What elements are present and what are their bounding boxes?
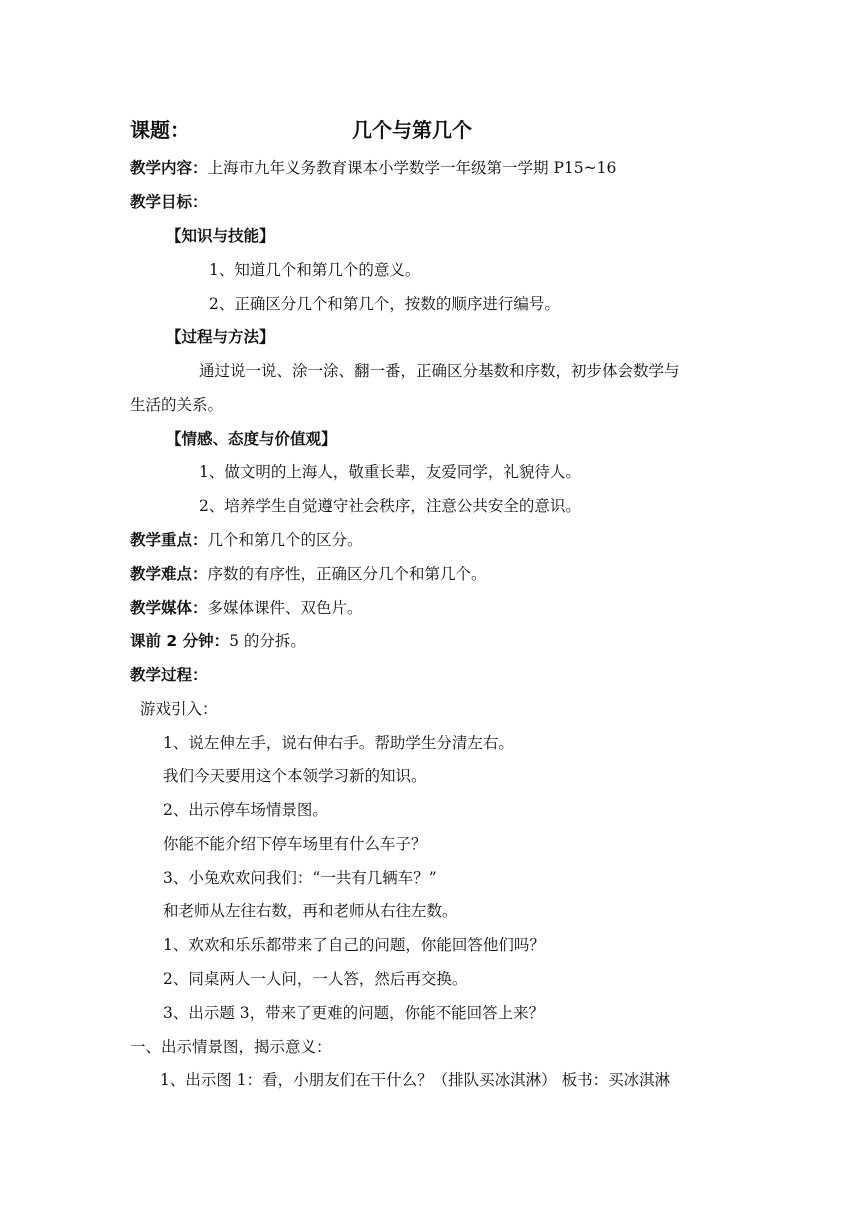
warmup-line <box>130 630 740 652</box>
warmup-label: 课前 2 分钟： <box>130 632 230 650</box>
media-line <box>130 597 740 619</box>
key-point-text: 几个和第几个的区分。 <box>207 531 363 549</box>
key-point-label: 教学重点： <box>130 531 208 549</box>
step-item: 2、同桌两人一人问，一人答，然后再交换。 <box>163 970 468 988</box>
difficulty-text: 序数的有序性，正确区分几个和第几个。 <box>207 565 487 583</box>
process-heading: 【过程与方法】 <box>166 328 275 346</box>
procedure-label: 教学过程： <box>130 666 208 684</box>
step-item: 1、欢欢和乐乐都带来了自己的问题，你能回答他们吗？ <box>163 936 545 954</box>
step-item: 3、出示题 3，带来了更难的问题，你能不能回答上来？ <box>163 1004 545 1022</box>
process-text-line2: 生活的关系。 <box>130 396 224 414</box>
process-text-line1: 通过说一说、涂一涂、翻一番，正确区分基数和序数，初步体会数学与 <box>199 362 680 380</box>
knowledge-item-1: 1、知道几个和第几个的意义。 <box>209 261 421 279</box>
title-label: 课题： <box>130 118 190 142</box>
knowledge-item-2: 2、正确区分几个和第几个，按数的顺序进行编号。 <box>209 295 560 313</box>
teaching-content-text: 上海市九年义务教育课本小学数学一年级第一学期 P15~16 <box>207 159 617 177</box>
teaching-goals-label: 教学目标： <box>130 193 208 211</box>
knowledge-heading: 【知识与技能】 <box>166 227 275 245</box>
emotion-item-1: 1、做文明的上海人，敬重长辈，友爱同学，礼貌待人。 <box>199 463 581 481</box>
step-item: 我们今天要用这个本领学习新的知识。 <box>163 767 427 785</box>
teaching-content-label: 教学内容： <box>130 159 208 177</box>
page-title: 几个与第几个 <box>352 118 472 142</box>
section-1-item: 1、出示图 1：看，小朋友们在干什么？（排队买冰淇淋） 板书：买冰淇淋 <box>160 1071 671 1089</box>
step-item: 2、出示停车场情景图。 <box>163 801 328 819</box>
difficulty-label: 教学难点： <box>130 565 208 583</box>
difficulty-line <box>130 563 740 585</box>
media-text: 多媒体课件、双色片。 <box>207 599 363 617</box>
game-intro: 游戏引入： <box>140 700 218 718</box>
teaching-content-line <box>130 157 740 179</box>
emotion-item-2: 2、培养学生自觉遵守社会秩序，注意公共安全的意识。 <box>199 497 581 515</box>
step-item: 你能不能介绍下停车场里有什么车子？ <box>163 835 427 853</box>
section-1-heading: 一、出示情景图，揭示意义： <box>130 1038 332 1056</box>
step-item: 3、小兔欢欢问我们：“一共有几辆车？” <box>163 869 437 887</box>
warmup-text: 5 的分拆。 <box>229 632 306 650</box>
media-label: 教学媒体： <box>130 599 208 617</box>
key-point-line <box>130 529 740 551</box>
emotion-heading: 【情感、态度与价值观】 <box>166 430 337 448</box>
step-item: 和老师从左往右数，再和老师从右往左数。 <box>163 902 458 920</box>
step-item: 1、说左伸左手，说右伸右手。帮助学生分清左右。 <box>163 734 514 752</box>
